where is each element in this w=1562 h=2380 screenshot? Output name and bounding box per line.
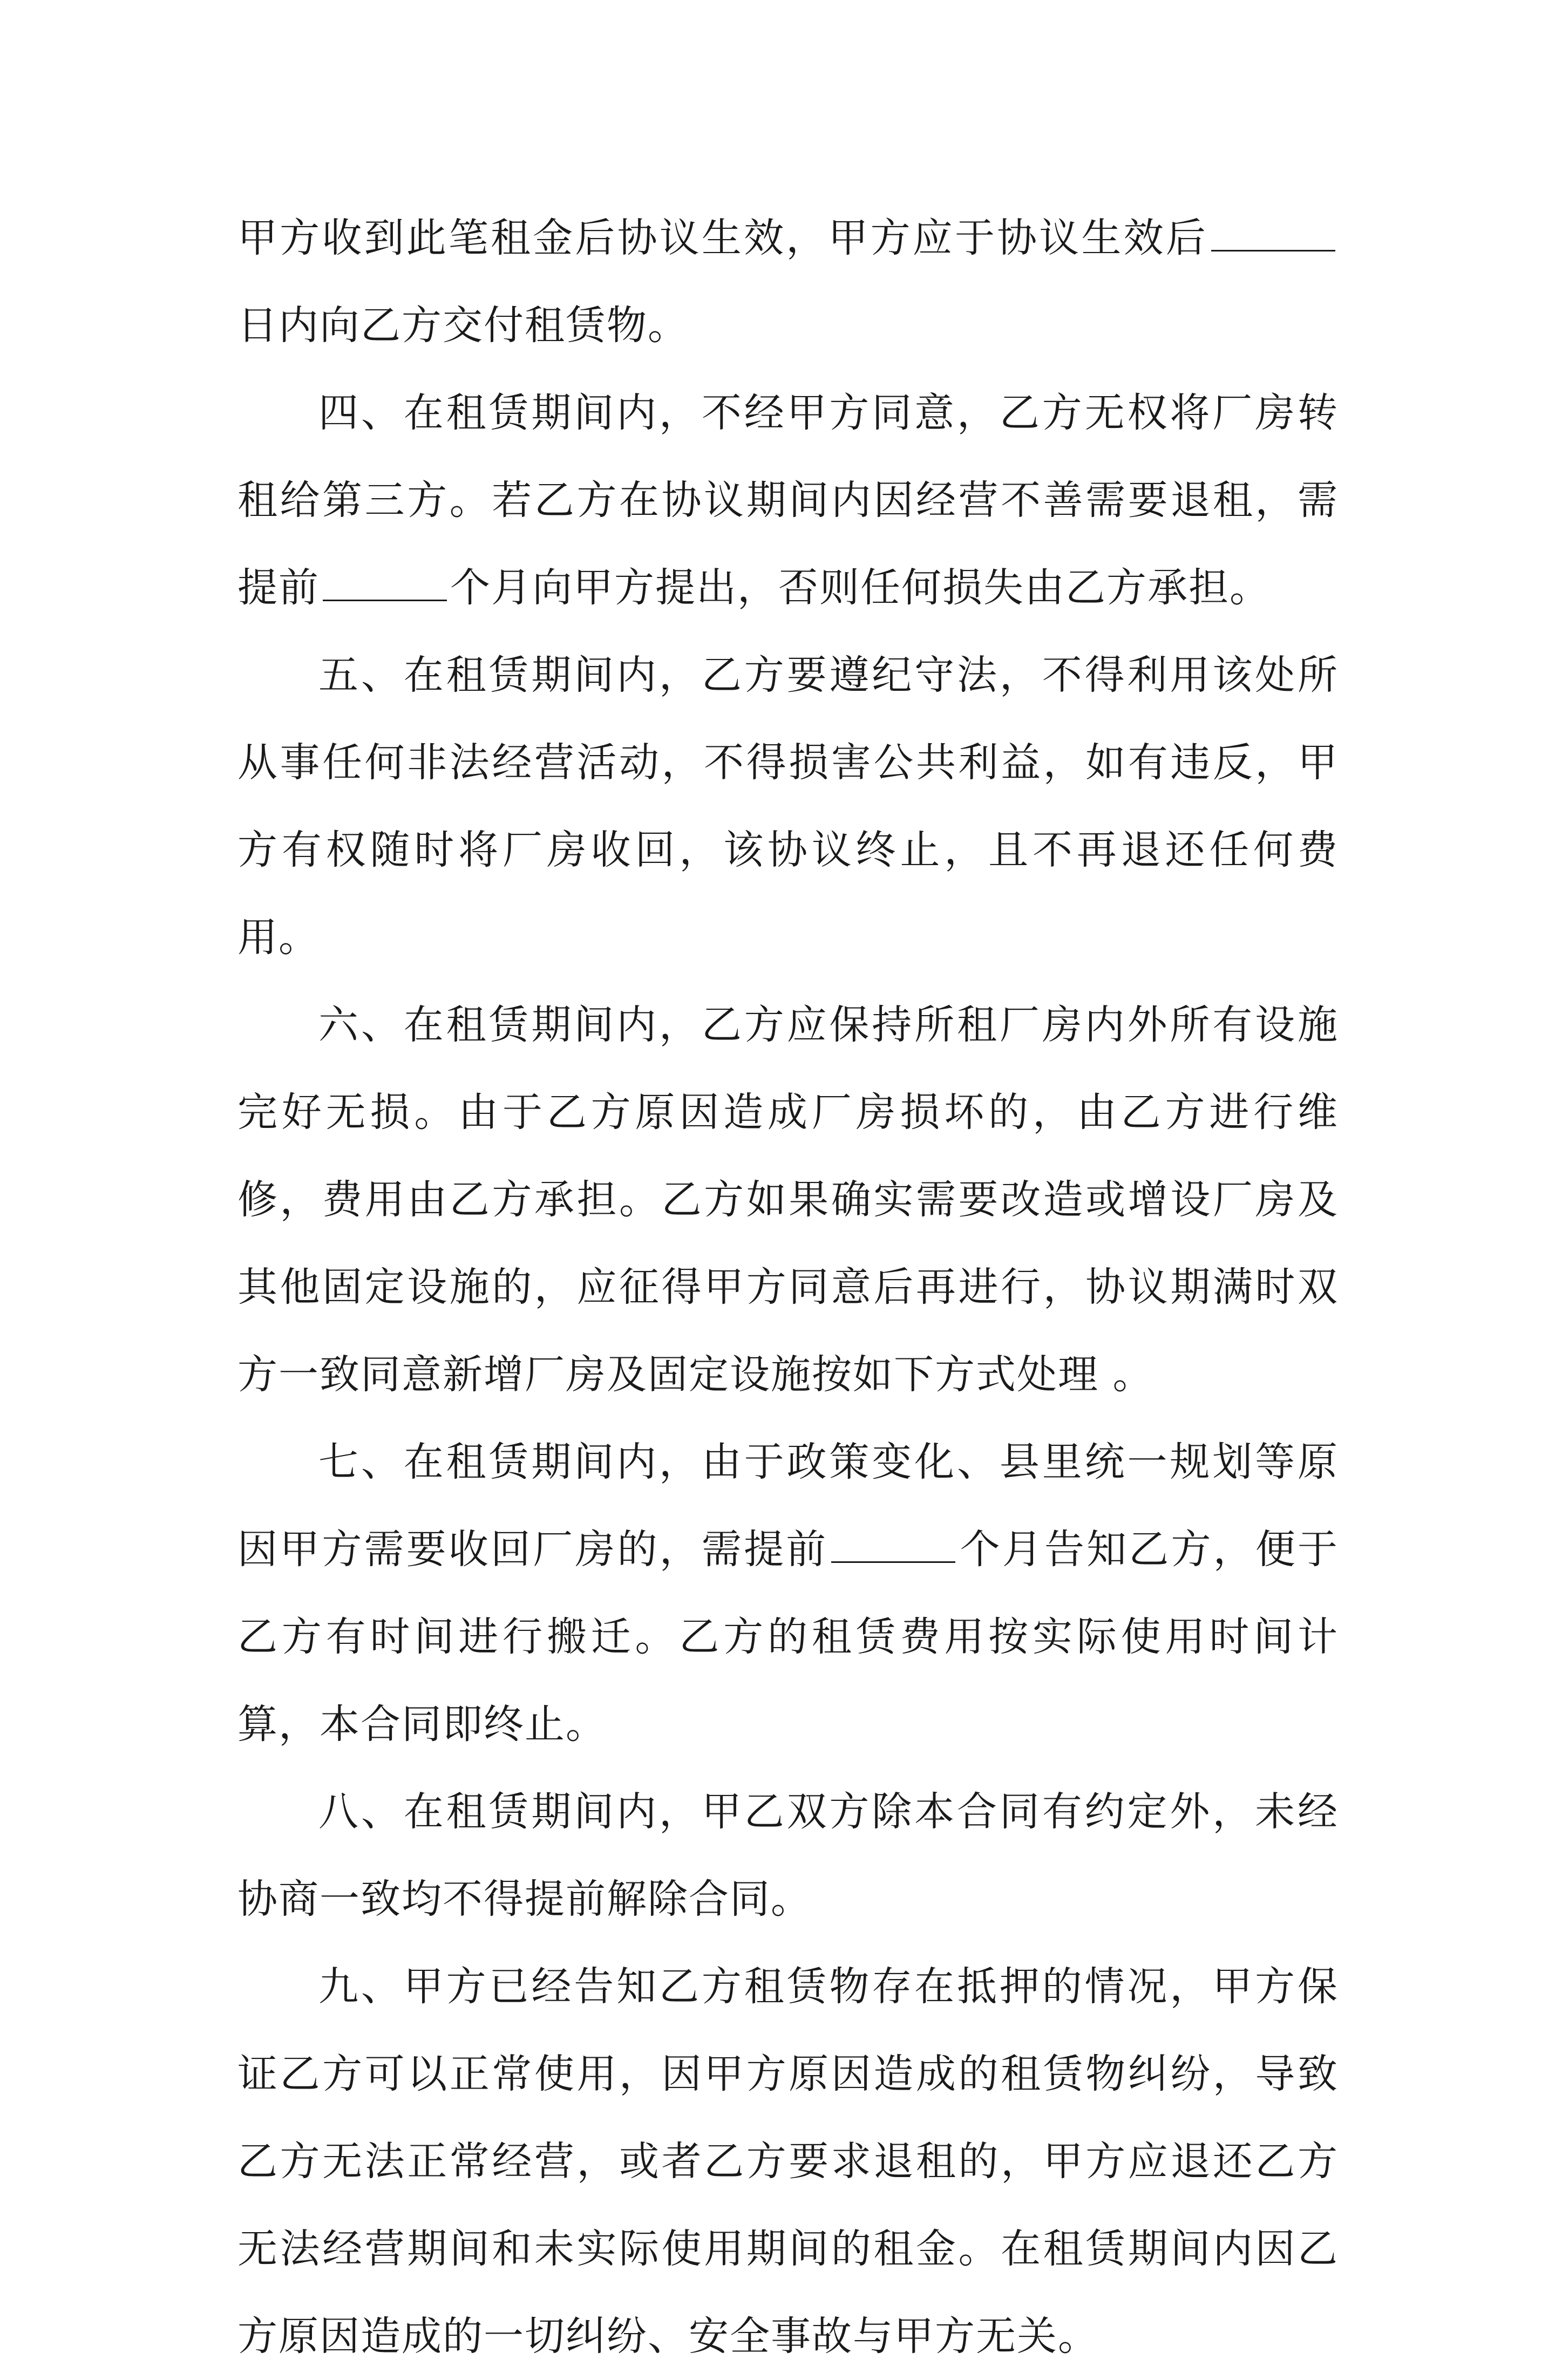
paragraph-text: 四、在租赁期间内，不经甲方同意，乙方无权将厂房转租给第三方。若乙方在协议期间内因经营不善需要退租，需提前 — [237, 390, 1339, 611]
clause-4-sublease — [237, 369, 1339, 631]
clause-6-maintenance: 六、在租赁期间内，乙方应保持所租厂房内外所有设施完好无损。由于乙方原因造成厂房损坏的，由乙方进行维修，费用由乙方承担。乙方如果确实需要改造或增设厂房及其他固定设施的，应征得甲方同意后再进行，协议期满时双方一致同意新增厂房及固定设施按如下方式处理 。 — [237, 1002, 1339, 1398]
document-body — [237, 194, 1339, 2380]
paragraph-text: 个月告知乙方，便于乙方有时间进行搬迁。乙方的租赁费用按实际使用时间计算，本合同即终止。 — [237, 1526, 1339, 1747]
paragraph-delivery-terms — [237, 194, 1339, 369]
paragraph-text: 七、在租赁期间内，由于政策变化、县里统一规划等原因甲方需要收回厂房的，需提前 — [237, 1439, 1339, 1573]
clause-5-legal-compliance: 五、在租赁期间内，乙方要遵纪守法，不得利用该处所从事任何非法经营活动，不得损害公共利益，如有违反，甲方有权随时将厂房收回，该协议终止，且不再退还任何费用。 — [237, 652, 1339, 961]
paragraph-text: 甲方收到此笔租金后协议生效，甲方应于协议生效后 — [237, 215, 1208, 261]
fill-in-blank-days — [1211, 217, 1335, 251]
fill-in-blank-months — [323, 567, 447, 601]
clause-8-termination: 八、在租赁期间内，甲乙双方除本合同有约定外，未经协商一致均不得提前解除合同。 — [237, 1789, 1339, 1922]
paragraph-text: 个月向甲方提出，否则任何损失由乙方承担。 — [450, 565, 1271, 611]
clause-7-policy-reclaim — [237, 1418, 1339, 1768]
paragraph-text: 日内向乙方交付租赁物。 — [237, 302, 689, 349]
fill-in-blank-months — [831, 1529, 955, 1563]
clause-9-mortgage: 九、甲方已经告知乙方租赁物存在抵押的情况，甲方保证乙方可以正常使用，因甲方原因造成的租赁物纠纷，导致乙方无法正常经营，或者乙方要求退租的，甲方应退还乙方无法经营期间和未实际使用期间的租金。在租赁期间内因乙方原因造成的一切纠纷、安全事故与甲方无关。 — [237, 1963, 1339, 2359]
